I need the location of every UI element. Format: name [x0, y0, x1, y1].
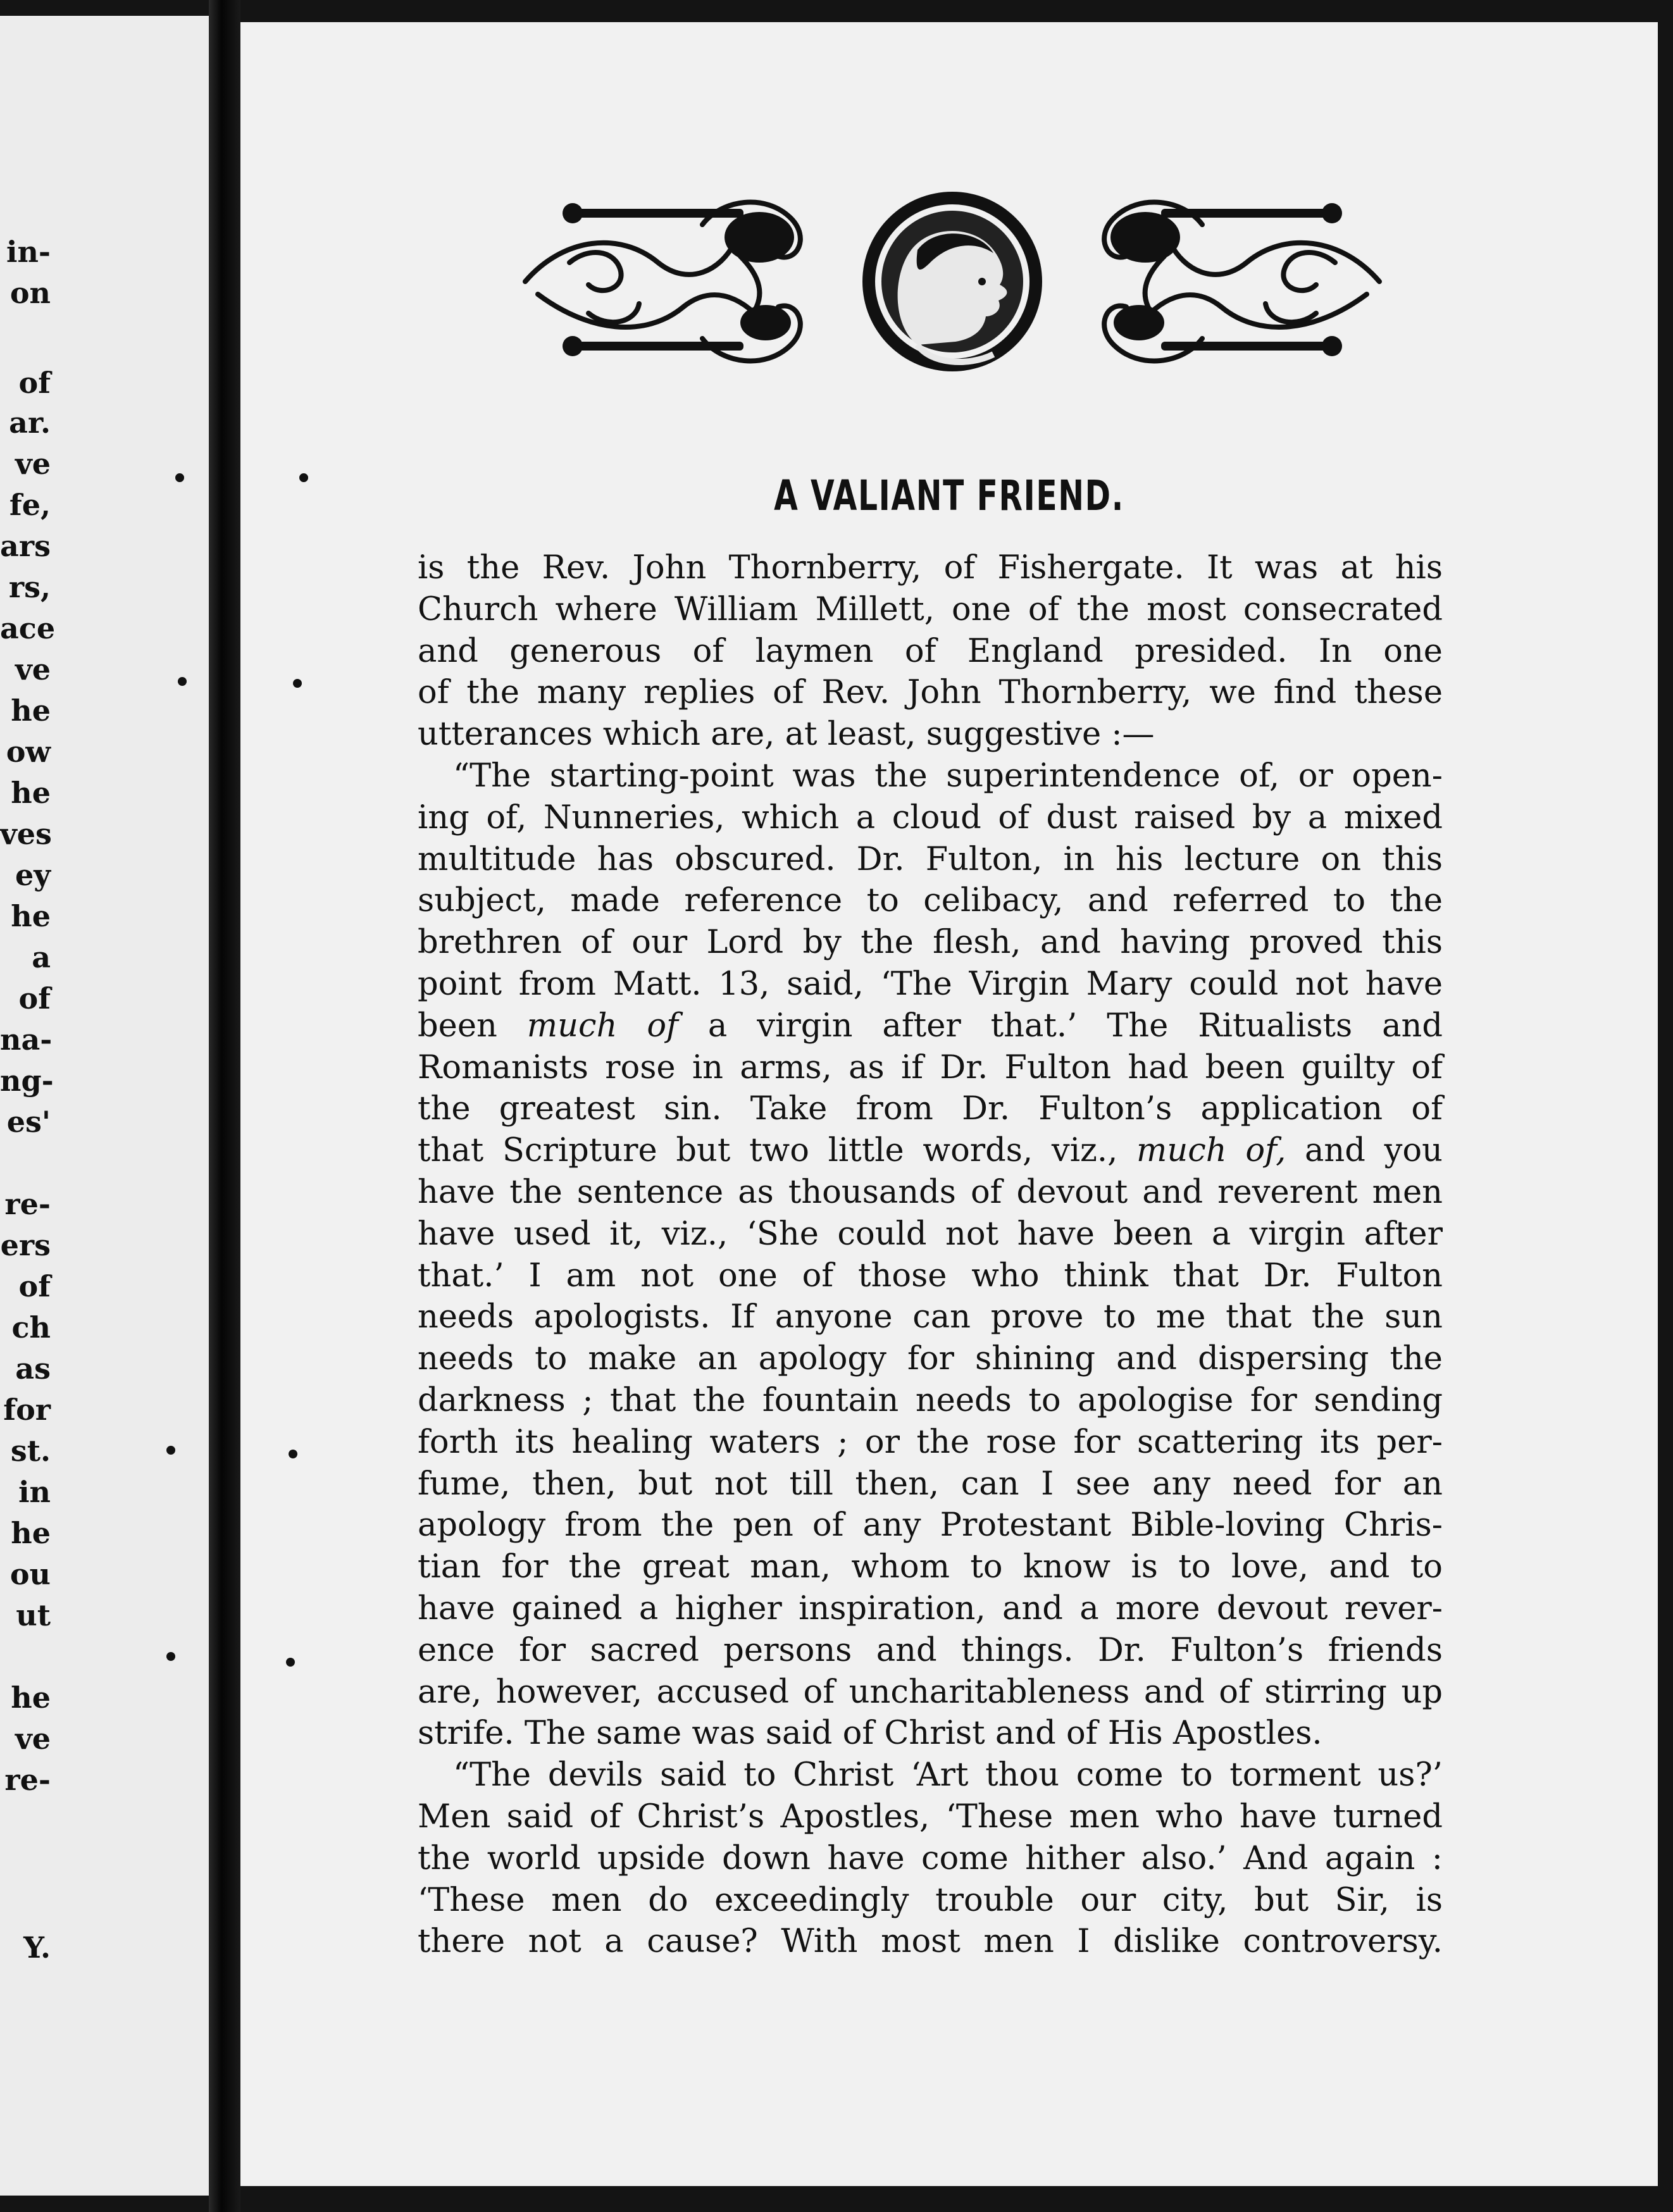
- text-line: been much of a virgin after that.’ The Ritualists and: [418, 1007, 1443, 1045]
- text-line: subject, made reference to celibacy, and referred to the: [418, 882, 1443, 920]
- text-line: that Scripture but two little words, viz., much of, and you: [418, 1132, 1443, 1170]
- previous-page-fragment: as: [15, 1351, 51, 1386]
- print-speck: [293, 679, 302, 688]
- previous-page-fragment: in-: [6, 235, 51, 269]
- headpiece-ornament: [513, 180, 1392, 380]
- previous-page-fragment: st.: [10, 1434, 51, 1468]
- print-speck: [175, 473, 184, 482]
- previous-page-fragment: rs,: [8, 570, 51, 604]
- previous-page-fragment: es': [6, 1105, 51, 1139]
- article-title: A VALIANT FRIEND.: [774, 471, 1124, 520]
- text-line: have used it, viz., ‘She could not have been a virgin after: [418, 1215, 1443, 1253]
- text-line: and generous of laymen of England presided. In one: [418, 632, 1443, 670]
- print-speck: [178, 677, 187, 686]
- previous-page-fragment: he: [11, 693, 51, 728]
- text-line: have gained a higher inspiration, and a more devout rever-: [418, 1589, 1443, 1627]
- text-line: multitude has obscured. Dr. Fulton, in his lecture on this: [418, 840, 1443, 878]
- previous-page-fragment: in: [18, 1475, 51, 1509]
- text-line: are, however, accused of uncharitableness and of stirring up: [418, 1673, 1443, 1711]
- text-line: “The devils said to Christ ‘Art thou come to torment us?’: [453, 1756, 1443, 1794]
- previous-page-fragment: ers: [0, 1228, 51, 1262]
- previous-page-fragment: ar.: [9, 406, 51, 440]
- text-line: that.’ I am not one of those who think that Dr. Fulton: [418, 1257, 1443, 1295]
- text-line: strife. The same was said of Christ and of His Apostles.: [418, 1715, 1322, 1753]
- previous-page-fragment: he: [11, 1681, 51, 1715]
- previous-page-fragment: fe,: [9, 488, 51, 522]
- article-body: [418, 547, 1443, 1963]
- text-line: ence for sacred persons and things. Dr. Fulton’s friends: [418, 1631, 1443, 1669]
- text-line: the greatest sin. Take from Dr. Fulton’s application of: [418, 1090, 1443, 1128]
- print-speck: [166, 1446, 175, 1455]
- text-line: is the Rev. John Thornberry, of Fishergate. It was at his: [418, 549, 1443, 587]
- previous-page-fragment: na-: [0, 1022, 53, 1057]
- previous-page-fragment: ace: [0, 611, 56, 645]
- text-line: needs to make an apology for shining and dispersing the: [418, 1340, 1443, 1378]
- previous-page-fragment: ch: [11, 1310, 51, 1345]
- paragraph-1: [418, 547, 1443, 755]
- text-line: have the sentence as thousands of devout and reverent men: [418, 1173, 1443, 1211]
- previous-page-fragment: of: [18, 981, 51, 1016]
- previous-page-fragment: he: [11, 1516, 51, 1550]
- previous-page-fragment: ou: [9, 1557, 51, 1591]
- previous-page-fragment: re-: [4, 1187, 51, 1221]
- previous-page-fragment: ve: [15, 1722, 51, 1756]
- previous-page-fragment: re-: [4, 1763, 51, 1797]
- text-line: Romanists rose in arms, as if Dr. Fulton had been guilty of: [418, 1048, 1443, 1086]
- previous-page-fragment: for: [3, 1393, 51, 1427]
- text-line: the world upside down have come hither also.’ And again :: [418, 1839, 1443, 1877]
- previous-page-fragment: of: [18, 366, 51, 400]
- previous-page-fragment: ars: [0, 529, 51, 563]
- print-speck: [289, 1450, 297, 1458]
- previous-page-fragment: a: [32, 940, 51, 974]
- previous-page-fragment: on: [9, 276, 51, 310]
- text-line: utterances which are, at least, suggestive :—: [418, 716, 1155, 754]
- paragraph-3: [418, 1755, 1443, 1963]
- text-line: brethren of our Lord by the flesh, and having proved this: [418, 924, 1443, 962]
- previous-page-fragment: ve: [15, 652, 51, 687]
- previous-page-fragment: he: [11, 899, 51, 933]
- text-line: apology from the pen of any Protestant Bible-loving Chris-: [418, 1507, 1443, 1544]
- text-line: fume, then, but not till then, can I see any need for an: [418, 1465, 1443, 1503]
- text-line: darkness ; that the fountain needs to apologise for sending: [418, 1381, 1443, 1419]
- previous-page-fragment: ng-: [0, 1064, 54, 1098]
- print-speck: [166, 1652, 175, 1661]
- text-line: ing of, Nunneries, which a cloud of dust raised by a mixed: [418, 798, 1443, 836]
- book-gutter: [209, 0, 240, 2212]
- print-speck: [299, 473, 308, 482]
- print-speck: [286, 1658, 295, 1667]
- text-line: “The starting-point was the superintendence of, or open-: [453, 757, 1443, 795]
- text-line: of the many replies of Rev. John Thornberry, we find these: [418, 674, 1443, 712]
- previous-page-fragment: ut: [16, 1598, 51, 1632]
- text-line: tian for the great man, whom to know is to love, and to: [418, 1548, 1443, 1586]
- paragraph-2: [418, 755, 1443, 1755]
- text-line: Church where William Millett, one of the most consecrated: [418, 590, 1443, 628]
- previous-page-fragment: ve: [15, 447, 51, 481]
- previous-page-fragment: ey: [15, 858, 51, 892]
- previous-page-fragment: of: [18, 1269, 51, 1303]
- previous-page-fragment: he: [11, 776, 51, 810]
- previous-page-fragment: Y.: [23, 1930, 51, 1965]
- text-line: there not a cause? With most men I dislike controversy.: [418, 1923, 1443, 1961]
- text-line: point from Matt. 13, said, ‘The Virgin Mary could not have: [418, 965, 1443, 1003]
- text-line: Men said of Christ’s Apostles, ‘These men who have turned: [418, 1798, 1443, 1836]
- text-line: ‘These men do exceedingly trouble our city, but Sir, is: [418, 1881, 1443, 1919]
- previous-page-fragment: ow: [6, 735, 51, 769]
- previous-page-fragment: ves: [0, 817, 52, 851]
- text-line: forth its healing waters ; or the rose for scattering its per-: [418, 1423, 1443, 1461]
- text-line: needs apologists. If anyone can prove to me that the sun: [418, 1298, 1443, 1336]
